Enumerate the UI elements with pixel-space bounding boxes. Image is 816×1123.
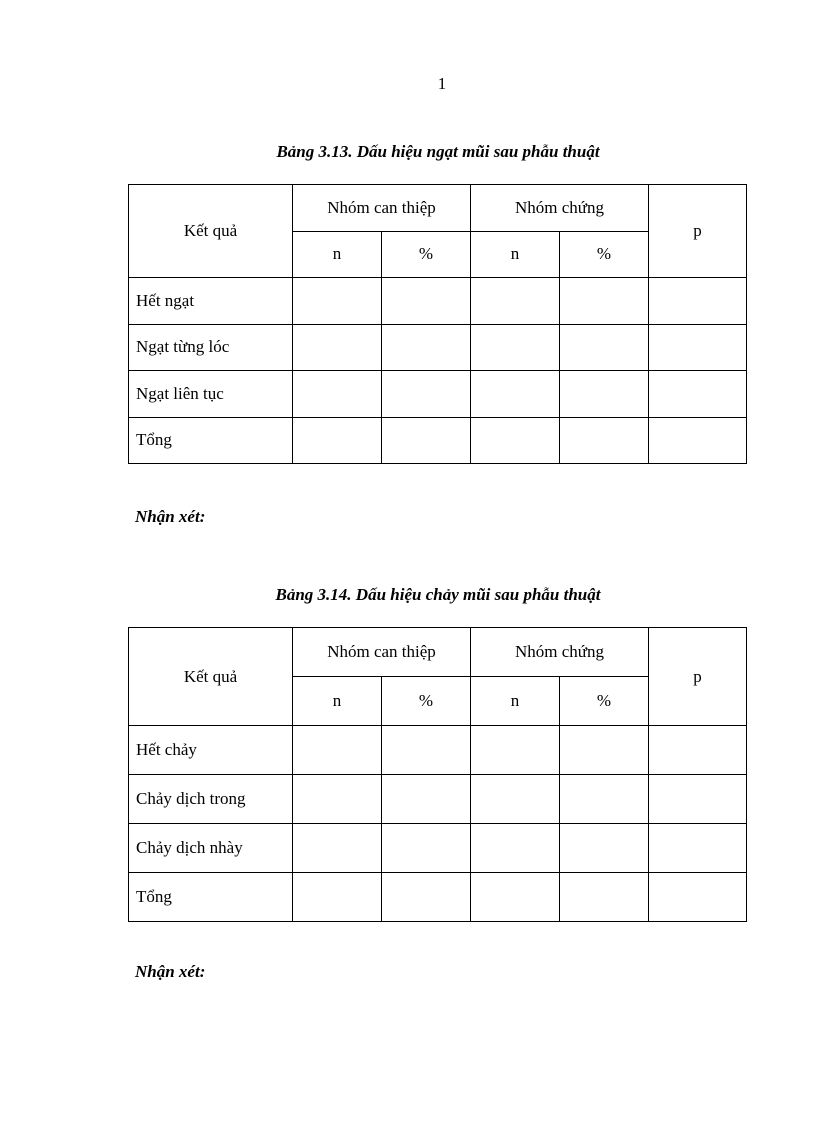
cell	[382, 726, 471, 775]
cell	[560, 371, 649, 418]
header-p: p	[649, 185, 747, 278]
cell	[649, 775, 747, 824]
cell	[649, 726, 747, 775]
header-n: n	[471, 231, 560, 278]
cell	[649, 824, 747, 873]
cell	[382, 873, 471, 922]
cell	[649, 324, 747, 371]
header-n: n	[293, 231, 382, 278]
header-intervention-group: Nhóm can thiệp	[293, 628, 471, 677]
table-row	[129, 324, 747, 371]
results-table	[128, 184, 747, 464]
cell	[293, 775, 382, 824]
cell	[471, 278, 560, 325]
cell	[293, 278, 382, 325]
cell	[560, 824, 649, 873]
header-percent: %	[560, 677, 649, 726]
cell	[382, 775, 471, 824]
table-row	[129, 873, 747, 922]
cell	[471, 824, 560, 873]
cell	[471, 873, 560, 922]
row-label: Chảy dịch nhày	[129, 824, 293, 873]
table-row	[129, 726, 747, 775]
cell	[382, 278, 471, 325]
cell	[649, 371, 747, 418]
cell	[293, 324, 382, 371]
header-percent: %	[382, 231, 471, 278]
cell	[560, 726, 649, 775]
header-control-group: Nhóm chứng	[471, 628, 649, 677]
row-label: Ngạt từng lóc	[129, 324, 293, 371]
row-label: Tổng	[129, 417, 293, 464]
cell	[560, 775, 649, 824]
cell	[560, 324, 649, 371]
cell	[560, 278, 649, 325]
cell	[293, 873, 382, 922]
header-control-group: Nhóm chứng	[471, 185, 649, 232]
cell	[560, 873, 649, 922]
row-label: Chảy dịch trong	[129, 775, 293, 824]
table-row	[129, 824, 747, 873]
table-row	[129, 775, 747, 824]
cell	[649, 417, 747, 464]
cell	[382, 371, 471, 418]
results-table	[128, 627, 747, 922]
cell	[471, 371, 560, 418]
cell	[293, 726, 382, 775]
remark-label: Nhận xét:	[135, 962, 206, 981]
cell	[471, 726, 560, 775]
table-row	[129, 417, 747, 464]
header-n: n	[293, 677, 382, 726]
cell	[649, 873, 747, 922]
page-number: 1	[437, 74, 447, 93]
cell	[649, 278, 747, 325]
cell	[382, 824, 471, 873]
cell	[382, 417, 471, 464]
header-result: Kết quả	[129, 628, 293, 726]
row-label: Hết chảy	[129, 726, 293, 775]
row-label: Ngạt liên tục	[129, 371, 293, 418]
cell	[293, 824, 382, 873]
row-label: Tổng	[129, 873, 293, 922]
table-row	[129, 278, 747, 325]
cell	[293, 371, 382, 418]
cell	[471, 324, 560, 371]
cell	[293, 417, 382, 464]
header-result: Kết quả	[129, 185, 293, 278]
cell	[471, 417, 560, 464]
table-row	[129, 371, 747, 418]
header-percent: %	[560, 231, 649, 278]
cell	[560, 417, 649, 464]
header-percent: %	[382, 677, 471, 726]
table-caption: Bảng 3.13. Dấu hiệu ngạt mũi sau phẫu thuật	[276, 142, 600, 161]
header-p: p	[649, 628, 747, 726]
cell	[471, 775, 560, 824]
table-caption: Bảng 3.14. Dấu hiệu chảy mũi sau phẫu thuật	[275, 585, 601, 604]
header-n: n	[471, 677, 560, 726]
row-label: Hết ngạt	[129, 278, 293, 325]
header-intervention-group: Nhóm can thiệp	[293, 185, 471, 232]
cell	[382, 324, 471, 371]
remark-label: Nhận xét:	[135, 507, 206, 526]
